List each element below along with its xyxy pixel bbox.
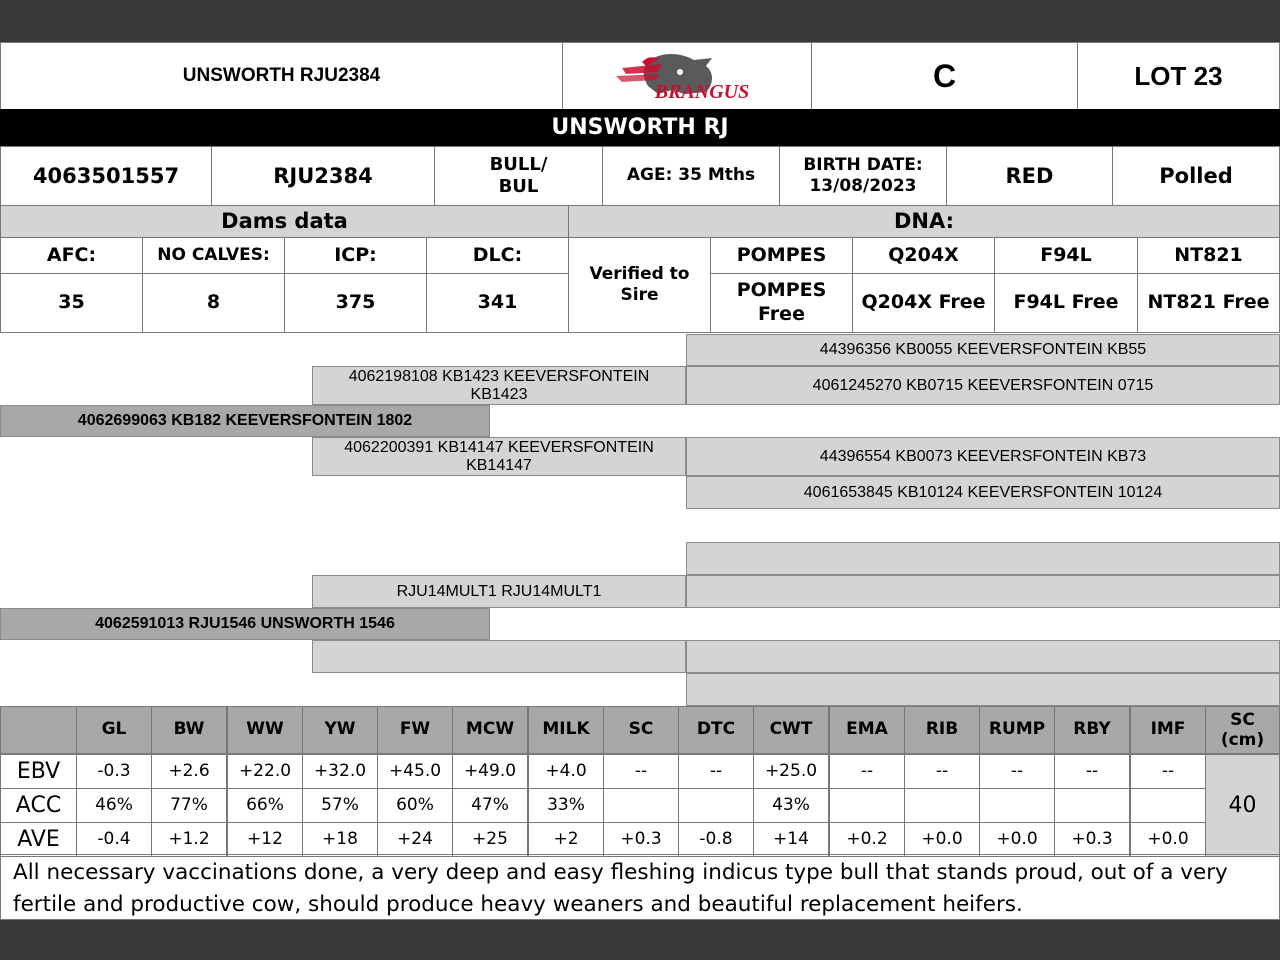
- ebv-cell: --: [1054, 754, 1130, 789]
- ebv-header-milk: MILK: [528, 706, 604, 754]
- ebv-cell: +14: [753, 822, 829, 857]
- ebv-cell: --: [979, 754, 1055, 789]
- ebv-header-imf: IMF: [1130, 706, 1206, 754]
- pedigree-dam-sire: RJU14MULT1 RJU14MULT1: [312, 575, 686, 608]
- brangus-logo: [562, 42, 812, 110]
- ebv-header-dtc: DTC: [678, 706, 754, 754]
- ebv-cell: +49.0: [452, 754, 528, 789]
- sc-cm-value: 40: [1205, 754, 1280, 857]
- nt821-value: NT821 Free: [1137, 273, 1280, 333]
- pedigree-dam-dam: [312, 640, 686, 673]
- pedigree-dam: 4062591013 RJU1546 UNSWORTH 1546: [0, 608, 490, 640]
- pedigree-sire-dam: 4062200391 KB14147 KEEVERSFONTEIN KB14147: [312, 437, 686, 476]
- ebv-cell: +18: [302, 822, 378, 857]
- ebv-cell: --: [1130, 754, 1206, 789]
- colour: RED: [946, 146, 1113, 206]
- ebv-header-mcw: MCW: [452, 706, 528, 754]
- ebv-cell: +25.0: [753, 754, 829, 789]
- ebv-cell: -0.3: [76, 754, 152, 789]
- pedigree-dam-sire-dam: [686, 575, 1280, 608]
- ebv-cell: +45.0: [377, 754, 453, 789]
- age: AGE: 35 Mths: [602, 146, 780, 206]
- dlc-value: 341: [426, 273, 569, 333]
- ebv-row-label-ebv: EBV: [0, 754, 77, 789]
- dna-title: DNA:: [568, 205, 1280, 238]
- ebv-cell: [829, 788, 905, 823]
- ebv-header-rump: RUMP: [979, 706, 1055, 754]
- pedigree-sire-dam-sire: 44396554 KB0073 KEEVERSFONTEIN KB73: [686, 437, 1280, 476]
- f94l-label: F94L: [994, 237, 1138, 274]
- tag-number: RJU2384: [211, 146, 435, 206]
- ebv-cell: [904, 788, 980, 823]
- ebv-header-ww: WW: [227, 706, 303, 754]
- ebv-cell: [603, 788, 679, 823]
- ebv-row-label-ave: AVE: [0, 822, 77, 857]
- ebv-cell: +12: [227, 822, 303, 857]
- no-calves-value: 8: [142, 273, 285, 333]
- ebv-cell: +0.3: [1054, 822, 1130, 857]
- ebv-cell: 66%: [227, 788, 303, 823]
- ebv-header-cwt: CWT: [753, 706, 829, 754]
- bull-head-icon: [602, 50, 772, 102]
- dlc-label: DLC:: [426, 237, 569, 274]
- ebv-header-bw: BW: [151, 706, 227, 754]
- ebv-header-yw: YW: [302, 706, 378, 754]
- ebv-cell: +22.0: [227, 754, 303, 789]
- ebv-cell: +1.2: [151, 822, 227, 857]
- ebv-cell: [678, 788, 754, 823]
- svg-text:BRANGUS: BRANGUS: [654, 81, 750, 102]
- ebv-cell: +2: [528, 822, 604, 857]
- ebv-cell: 57%: [302, 788, 378, 823]
- dams-data-title: Dams data: [0, 205, 569, 238]
- ebv-header-rby: RBY: [1054, 706, 1130, 754]
- ebv-cell: [1130, 788, 1206, 823]
- ebv-cell: --: [603, 754, 679, 789]
- description-comment: All necessary vaccinations done, a very deep and easy fleshing indicus type bull that stands proud, out of a very fertile and productive cow, should produce heavy weaners and beautiful replacement heifers.: [0, 854, 1280, 920]
- pedigree-dam-sire-sire: [686, 542, 1280, 575]
- nt821-label: NT821: [1137, 237, 1280, 274]
- animal-name: UNSWORTH RJU2384: [0, 42, 563, 110]
- ebv-cell: +0.0: [979, 822, 1055, 857]
- pompes-label: POMPES: [710, 237, 853, 274]
- f94l-value: F94L Free: [994, 273, 1138, 333]
- lot-number: LOT 23: [1077, 42, 1280, 110]
- sex: BULL/ BUL: [434, 146, 603, 206]
- ebv-cell: --: [829, 754, 905, 789]
- ebv-cell: +4.0: [528, 754, 604, 789]
- ebv-cell: 33%: [528, 788, 604, 823]
- pedigree-sire-sire-sire: 44396356 KB0055 KEEVERSFONTEIN KB55: [686, 334, 1280, 366]
- lot-sheet: [0, 42, 1280, 920]
- pompes-value: POMPES Free: [710, 273, 853, 333]
- ebv-cell: -0.4: [76, 822, 152, 857]
- ebv-cell: +32.0: [302, 754, 378, 789]
- ebv-cell: 46%: [76, 788, 152, 823]
- ebv-cell: [979, 788, 1055, 823]
- ebv-cell: --: [904, 754, 980, 789]
- pedigree-dam-dam-sire: [686, 640, 1280, 673]
- horn-status: Polled: [1112, 146, 1280, 206]
- ebv-cell: +24: [377, 822, 453, 857]
- ebv-cell: 77%: [151, 788, 227, 823]
- pedigree-sire-sire-dam: 4061245270 KB0715 KEEVERSFONTEIN 0715: [686, 366, 1280, 405]
- ebv-cell: 60%: [377, 788, 453, 823]
- grade-letter: C: [811, 42, 1078, 110]
- no-calves-label: NO CALVES:: [142, 237, 285, 274]
- ebv-header-rib: RIB: [904, 706, 980, 754]
- registration-number: 4063501557: [0, 146, 212, 206]
- q204x-value: Q204X Free: [852, 273, 995, 333]
- afc-value: 35: [0, 273, 143, 333]
- q204x-label: Q204X: [852, 237, 995, 274]
- name-banner: UNSWORTH RJ: [0, 109, 1280, 146]
- afc-label: AFC:: [0, 237, 143, 274]
- ebv-header-sc-cm: SC (cm): [1205, 706, 1280, 754]
- ebv-cell: --: [678, 754, 754, 789]
- icp-label: ICP:: [284, 237, 427, 274]
- ebv-cell: +25: [452, 822, 528, 857]
- birth-date: BIRTH DATE: 13/08/2023: [779, 146, 947, 206]
- ebv-cell: [1054, 788, 1130, 823]
- ebv-cell: +0.0: [1130, 822, 1206, 857]
- ebv-header-gl: GL: [76, 706, 152, 754]
- verified-to-sire: Verified to Sire: [568, 237, 711, 333]
- pedigree-sire: 4062699063 KB182 KEEVERSFONTEIN 1802: [0, 405, 490, 437]
- ebv-header-ema: EMA: [829, 706, 905, 754]
- ebv-corner-cell: [0, 706, 77, 754]
- pedigree-dam-dam-dam: [686, 673, 1280, 706]
- ebv-cell: +0.3: [603, 822, 679, 857]
- ebv-cell: +0.2: [829, 822, 905, 857]
- ebv-cell: +0.0: [904, 822, 980, 857]
- ebv-cell: +2.6: [151, 754, 227, 789]
- ebv-cell: -0.8: [678, 822, 754, 857]
- icp-value: 375: [284, 273, 427, 333]
- pedigree-sire-sire: 4062198108 KB1423 KEEVERSFONTEIN KB1423: [312, 366, 686, 405]
- ebv-row-label-acc: ACC: [0, 788, 77, 823]
- ebv-cell: 47%: [452, 788, 528, 823]
- ebv-header-sc: SC: [603, 706, 679, 754]
- ebv-header-fw: FW: [377, 706, 453, 754]
- ebv-cell: 43%: [753, 788, 829, 823]
- pedigree-sire-dam-dam: 4061653845 KB10124 KEEVERSFONTEIN 10124: [686, 476, 1280, 509]
